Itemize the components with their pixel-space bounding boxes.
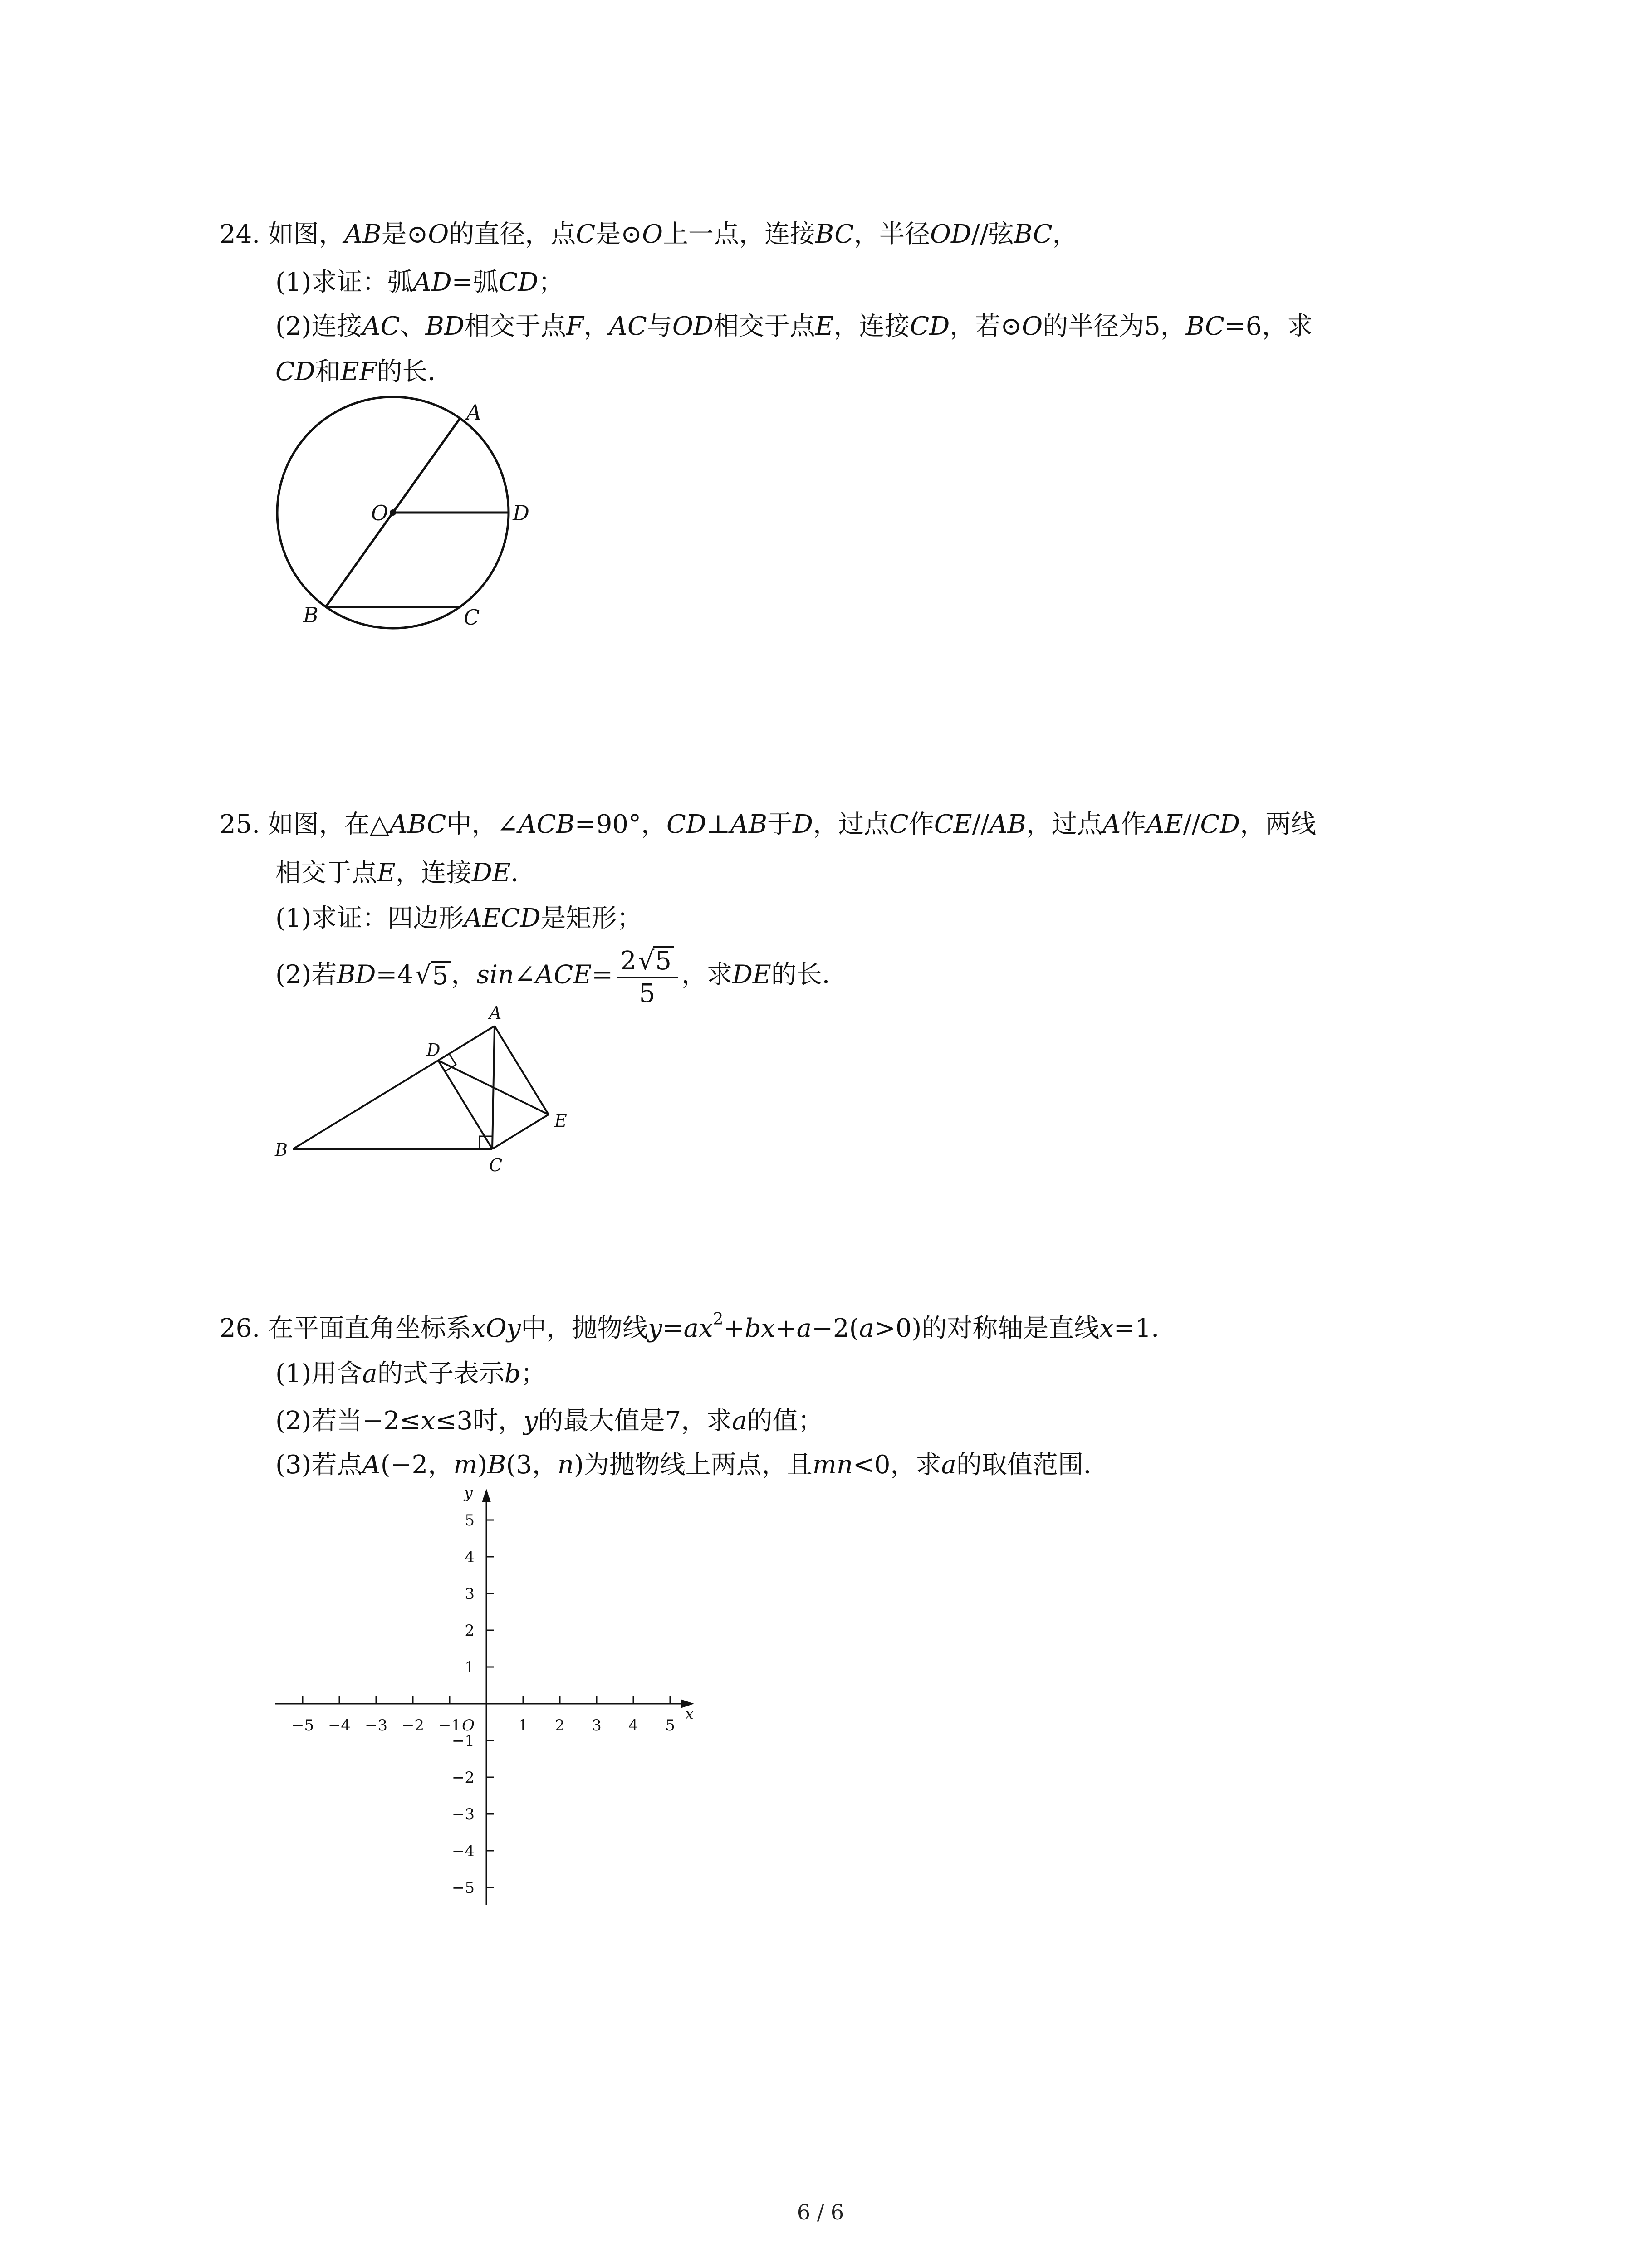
figure-24-circle-diagram: [277, 397, 509, 628]
math-variable: mn: [812, 1450, 853, 1480]
coordinate-grid: [275, 1484, 694, 1905]
math-variable: OD: [930, 220, 971, 249]
text-run: 作: [1121, 810, 1146, 839]
text-run: 中，抛物线: [521, 1314, 648, 1343]
y-axis-name: y: [464, 1484, 473, 1502]
math-variable: bx: [745, 1314, 775, 1343]
math-variable: ax: [683, 1314, 713, 1343]
y-tick-label: 1: [465, 1658, 475, 1677]
text-run: //: [1183, 810, 1200, 839]
math-variable: F: [566, 312, 584, 341]
text-run: (2)连接: [275, 312, 362, 341]
radicand: 5: [431, 961, 451, 990]
text-run: ；: [520, 1359, 546, 1388]
text-run: =90°，: [574, 810, 666, 839]
origin-label: O: [462, 1716, 475, 1735]
text-run: 的直径，点: [449, 220, 576, 249]
text-run: 相交于点: [713, 312, 815, 341]
math-variable: ACB: [518, 810, 575, 839]
text-run: 的半径为5，: [1043, 312, 1186, 341]
math-variable: CD: [275, 357, 315, 386]
text-run: ，连接: [395, 858, 472, 888]
math-variable: EF: [340, 357, 377, 386]
text-run: ，两线: [1240, 810, 1317, 839]
text-run: <0，求: [852, 1450, 941, 1480]
text-run: 的长．: [771, 960, 847, 990]
x-tick-label: 5: [665, 1716, 675, 1735]
math-variable: x: [421, 1406, 436, 1436]
x-tick-label: −4: [328, 1716, 351, 1735]
fig25-label-b: B: [275, 1140, 288, 1160]
text-run: −2(: [812, 1314, 859, 1343]
math-variable: AC: [609, 312, 647, 341]
text-run: 26. 在平面直角坐标系: [220, 1314, 471, 1343]
math-variable: CD: [666, 810, 706, 839]
math-variable: y: [523, 1406, 538, 1436]
math-variable: AB: [344, 220, 382, 249]
center-dot: [390, 509, 396, 516]
text-run: ；: [538, 268, 564, 297]
math-variable: xOy: [471, 1314, 521, 1343]
text-run: ，连接: [833, 312, 910, 341]
math-variable: a: [732, 1406, 747, 1436]
math-variable: a: [796, 1314, 812, 1343]
math-variable: CD: [1200, 810, 1240, 839]
text-run: =4: [376, 960, 413, 990]
x-tick-label: 3: [592, 1716, 602, 1735]
radicand: 5: [653, 946, 674, 975]
text-run: //弦: [971, 220, 1014, 249]
fig24-label-b: B: [303, 603, 318, 627]
text-run: //: [972, 810, 989, 839]
math-variable: O: [428, 220, 449, 249]
page-number: 6 / 6: [797, 2200, 844, 2224]
math-variable: O: [642, 220, 663, 249]
text-run: =: [592, 960, 613, 990]
text-run: +: [723, 1314, 745, 1343]
math-variable: a: [362, 1359, 377, 1388]
text-run: =: [662, 1314, 684, 1343]
text-run: (1)求证：四边形: [275, 904, 464, 933]
math-variable: CD: [910, 312, 950, 341]
math-variable: b: [504, 1359, 521, 1388]
fig25-label-c: C: [489, 1155, 503, 1175]
y-tick-label: −1: [451, 1732, 475, 1750]
math-variable: AE: [1146, 810, 1183, 839]
radical-sign: √: [415, 960, 431, 990]
math-variable: AB: [730, 810, 767, 839]
y-tick-label: −5: [451, 1879, 475, 1897]
text-run: (2)若当−2≤: [275, 1406, 421, 1436]
text-run: ，过点: [813, 810, 889, 839]
math-variable: A: [362, 1450, 381, 1480]
text-run: 于: [767, 810, 793, 839]
text-run: =6，求: [1224, 312, 1313, 341]
text-run: (1)用含: [275, 1359, 362, 1388]
math-variable: AC: [362, 312, 400, 341]
fig25-label-d: D: [426, 1040, 441, 1060]
fig24-label-o: O: [371, 501, 388, 525]
text-run: 相交于点: [275, 858, 377, 888]
text-run: ，: [451, 960, 477, 990]
fig25-label-e: E: [554, 1111, 567, 1131]
text-run: (−2，: [380, 1450, 454, 1480]
text-run: 24. 如图，: [220, 220, 344, 249]
math-variable: AECD: [464, 904, 541, 933]
text-run: 的值；: [747, 1406, 823, 1436]
fig24-label-d: D: [513, 501, 529, 525]
x-tick-label: 4: [628, 1716, 638, 1735]
radical-sign: √: [638, 946, 655, 976]
math-variable: BC: [1014, 220, 1053, 249]
y-tick-label: 5: [465, 1511, 475, 1530]
text-run: 相交于点: [464, 312, 566, 341]
text-run: 上一点，连接: [663, 220, 815, 249]
superscript: 2: [713, 1310, 724, 1329]
x-tick-label: −5: [291, 1716, 314, 1735]
text-run: 和: [315, 357, 341, 386]
text-run: ，半径: [854, 220, 931, 249]
y-tick-label: 2: [465, 1622, 475, 1640]
fig24-label-c: C: [464, 605, 480, 630]
text-run: (1)求证：弧: [275, 268, 413, 297]
math-variable: m: [453, 1450, 478, 1480]
y-tick-label: 4: [465, 1548, 475, 1566]
text-run: 是⊙: [381, 220, 428, 249]
text-run: (3，: [506, 1450, 558, 1480]
math-variable: AB: [989, 810, 1026, 839]
x-tick-label: −3: [364, 1716, 388, 1735]
text-run: (3)若点: [275, 1450, 362, 1480]
text-run: 中，∠: [446, 810, 519, 839]
math-variable: AD: [413, 268, 452, 297]
text-run: +: [775, 1314, 797, 1343]
text-run: 的式子表示: [377, 1359, 505, 1388]
math-variable: D: [793, 810, 813, 839]
text-run: 作: [908, 810, 934, 839]
x-axis-name: x: [685, 1705, 694, 1723]
text-run: ．: [510, 858, 536, 888]
math-variable: DE: [471, 858, 511, 888]
x-tick-label: −1: [438, 1716, 461, 1735]
math-variable: ABC: [389, 810, 446, 839]
text-run: ，: [1052, 220, 1078, 249]
math-variable: a: [859, 1314, 874, 1343]
math-variable: E: [377, 858, 396, 888]
y-axis-arrow: [482, 1489, 491, 1502]
text-run: 的长．: [377, 357, 453, 386]
math-variable: y: [648, 1314, 662, 1343]
text-run: ⊥: [706, 810, 730, 839]
text-run: ∠: [514, 960, 535, 990]
text-run: 的取值范围．: [956, 1450, 1109, 1480]
math-variable: O: [1022, 312, 1043, 341]
text-run: =1．: [1113, 1314, 1177, 1343]
x-tick-label: −2: [401, 1716, 425, 1735]
math-variable: BD: [425, 312, 465, 341]
x-tick-label: 2: [555, 1716, 565, 1735]
x-tick-label: 1: [518, 1716, 528, 1735]
segment-ba: [293, 1026, 495, 1149]
text-run: 2: [620, 946, 637, 976]
math-variable: CE: [934, 810, 972, 839]
text-run: =弧: [451, 268, 499, 297]
text-run: ，: [583, 312, 609, 341]
fig25-label-a: A: [489, 1003, 502, 1023]
y-tick-label: −4: [451, 1842, 475, 1860]
figure-25-triangle-diagram: [293, 1026, 549, 1149]
text-run: 、: [400, 312, 426, 341]
text-run: >0)的对称轴是直线: [874, 1314, 1100, 1343]
text-run: 5: [639, 979, 656, 1008]
math-variable: sin: [476, 960, 514, 990]
math-variable: OD: [672, 312, 714, 341]
text-run: )为抛物线上两点，且: [573, 1450, 813, 1480]
text-run: ，若⊙: [950, 312, 1022, 341]
math-variable: A: [1102, 810, 1121, 839]
segment-ce: [492, 1114, 549, 1149]
y-tick-label: 3: [465, 1585, 475, 1603]
math-variable: x: [1099, 1314, 1114, 1343]
math-variable: C: [889, 810, 909, 839]
y-tick-label: −2: [451, 1769, 475, 1787]
math-variable: BC: [815, 220, 854, 249]
text-run: 是矩形；: [540, 904, 642, 933]
math-variable: CD: [498, 268, 539, 297]
math-variable: BC: [1185, 312, 1225, 341]
text-run: 与: [647, 312, 672, 341]
fig24-label-a: A: [466, 400, 482, 425]
math-variable: E: [815, 312, 834, 341]
text-run: 的最大值是7，求: [538, 1406, 732, 1436]
text-run: ，求: [681, 960, 732, 990]
y-tick-label: −3: [451, 1805, 475, 1823]
text-run: (2)若: [275, 960, 337, 990]
math-variable: B: [487, 1450, 506, 1480]
math-variable: BD: [337, 960, 376, 990]
text-run: ≤3时，: [435, 1406, 524, 1436]
math-variable: DE: [732, 960, 771, 990]
math-variable: a: [941, 1450, 956, 1480]
text-run: ): [477, 1450, 488, 1480]
text-run: ，过点: [1026, 810, 1102, 839]
text-run: 是⊙: [595, 220, 642, 249]
math-variable: C: [576, 220, 596, 249]
math-variable: ACE: [535, 960, 592, 990]
math-variable: n: [557, 1450, 574, 1480]
text-run: 25. 如图，在△: [220, 810, 389, 839]
